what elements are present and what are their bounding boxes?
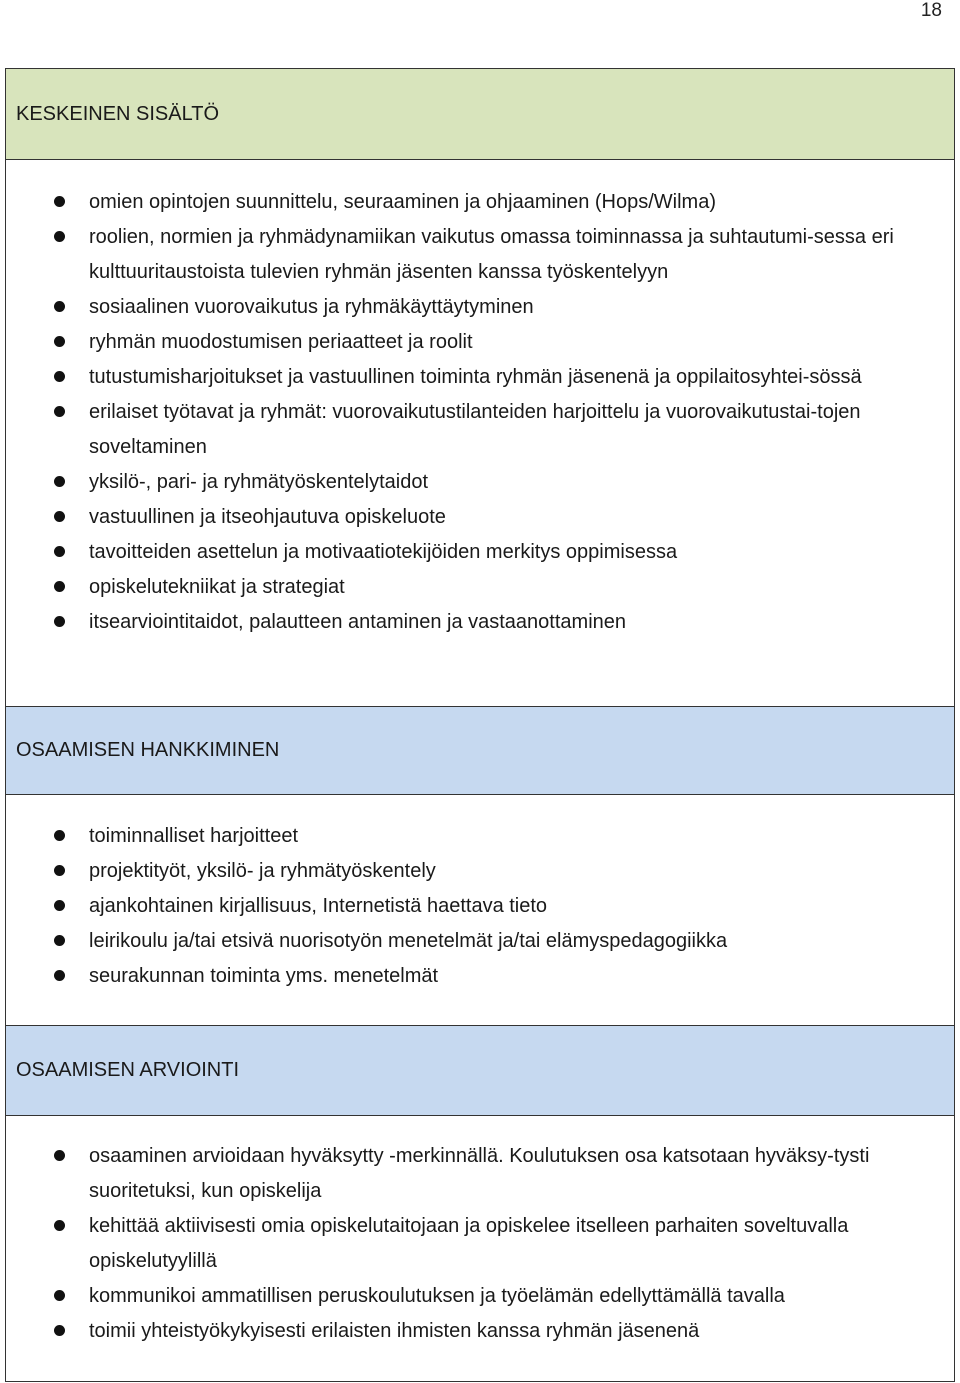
- list-item: erilaiset työtavat ja ryhmät: vuorovaikutustilanteiden harjoittelu ja vuorovaikutustai-tojen soveltaminen: [6, 395, 954, 465]
- list-item: tavoitteiden asettelun ja motivaatiotekijöiden merkitys oppimisessa: [6, 535, 954, 570]
- section-header-keskeinen: [6, 69, 954, 160]
- bullet-icon: [54, 371, 65, 382]
- bullet-list-keskeinen: [6, 185, 954, 640]
- bullet-icon: [54, 1220, 65, 1231]
- section-header-hankkiminen: [6, 707, 954, 795]
- bullet-icon: [54, 231, 65, 242]
- bullet-icon: [54, 511, 65, 522]
- bullet-icon: [54, 900, 65, 911]
- list-item: ryhmän muodostumisen periaatteet ja roolit: [6, 325, 954, 360]
- list-item: tutustumisharjoitukset ja vastuullinen toiminta ryhmän jäsenenä ja oppilaitosyhtei-sössä: [6, 360, 954, 395]
- list-item: ajankohtainen kirjallisuus, Internetistä haettava tieto: [6, 889, 954, 924]
- list-item: itsearviointitaidot, palautteen antaminen ja vastaanottaminen: [6, 605, 954, 640]
- list-item: kommunikoi ammatillisen peruskoulutuksen ja työelämän edellyttämällä tavalla: [6, 1279, 954, 1314]
- bullet-icon: [54, 935, 65, 946]
- section-body-keskeinen: [6, 160, 954, 707]
- section-title-hankkiminen: OSAAMISEN HANKKIMINEN: [16, 739, 280, 761]
- list-item: osaaminen arvioidaan hyväksytty -merkinnällä. Koulutuksen osa katsotaan hyväksy-tysti suoritetuksi, kun opiskelija: [6, 1139, 954, 1209]
- list-item: leirikoulu ja/tai etsivä nuorisotyön menetelmät ja/tai elämyspedagogiikka: [6, 924, 954, 959]
- bullet-icon: [54, 1290, 65, 1301]
- page-number: 18: [920, 0, 942, 21]
- list-item: projektityöt, yksilö- ja ryhmätyöskentely: [6, 854, 954, 889]
- list-item: roolien, normien ja ryhmädynamiikan vaikutus omassa toiminnassa ja suhtautumi-sessa eri kulttuuritaustoista tulevien ryhmän jäsenten kanssa työskentelyyn: [6, 220, 954, 290]
- bullet-icon: [54, 336, 65, 347]
- bullet-icon: [54, 196, 65, 207]
- bullet-list-arviointi: [6, 1116, 954, 1349]
- section-header-arviointi: [6, 1026, 954, 1116]
- list-item: toiminnalliset harjoitteet: [6, 819, 954, 854]
- section-body-hankkiminen: [6, 795, 954, 1026]
- bullet-icon: [54, 1150, 65, 1161]
- section-body-arviointi: [6, 1116, 954, 1381]
- bullet-icon: [54, 546, 65, 557]
- bullet-icon: [54, 1325, 65, 1336]
- content-table: [5, 68, 955, 1382]
- list-item: omien opintojen suunnittelu, seuraaminen ja ohjaaminen (Hops/Wilma): [6, 185, 954, 220]
- bullet-icon: [54, 581, 65, 592]
- list-item: opiskelutekniikat ja strategiat: [6, 570, 954, 605]
- list-item: toimii yhteistyökykyisesti erilaisten ihmisten kanssa ryhmän jäsenenä: [6, 1314, 954, 1349]
- bullet-list-hankkiminen: [6, 795, 954, 994]
- list-item: sosiaalinen vuorovaikutus ja ryhmäkäyttäytyminen: [6, 290, 954, 325]
- list-item: seurakunnan toiminta yms. menetelmät: [6, 959, 954, 994]
- bullet-icon: [54, 476, 65, 487]
- bullet-icon: [54, 970, 65, 981]
- bullet-icon: [54, 865, 65, 876]
- list-item: kehittää aktiivisesti omia opiskelutaitojaan ja opiskelee itselleen parhaiten soveltuvalla opiskelutyylillä: [6, 1209, 954, 1279]
- bullet-icon: [54, 406, 65, 417]
- list-item: vastuullinen ja itseohjautuva opiskeluote: [6, 500, 954, 535]
- list-item: yksilö-, pari- ja ryhmätyöskentelytaidot: [6, 465, 954, 500]
- section-title-keskeinen: KESKEINEN SISÄLTÖ: [16, 102, 220, 125]
- bullet-icon: [54, 616, 65, 627]
- section-title-arviointi: OSAAMISEN ARVIOINTI: [16, 1059, 240, 1081]
- bullet-icon: [54, 830, 65, 841]
- bullet-icon: [54, 301, 65, 312]
